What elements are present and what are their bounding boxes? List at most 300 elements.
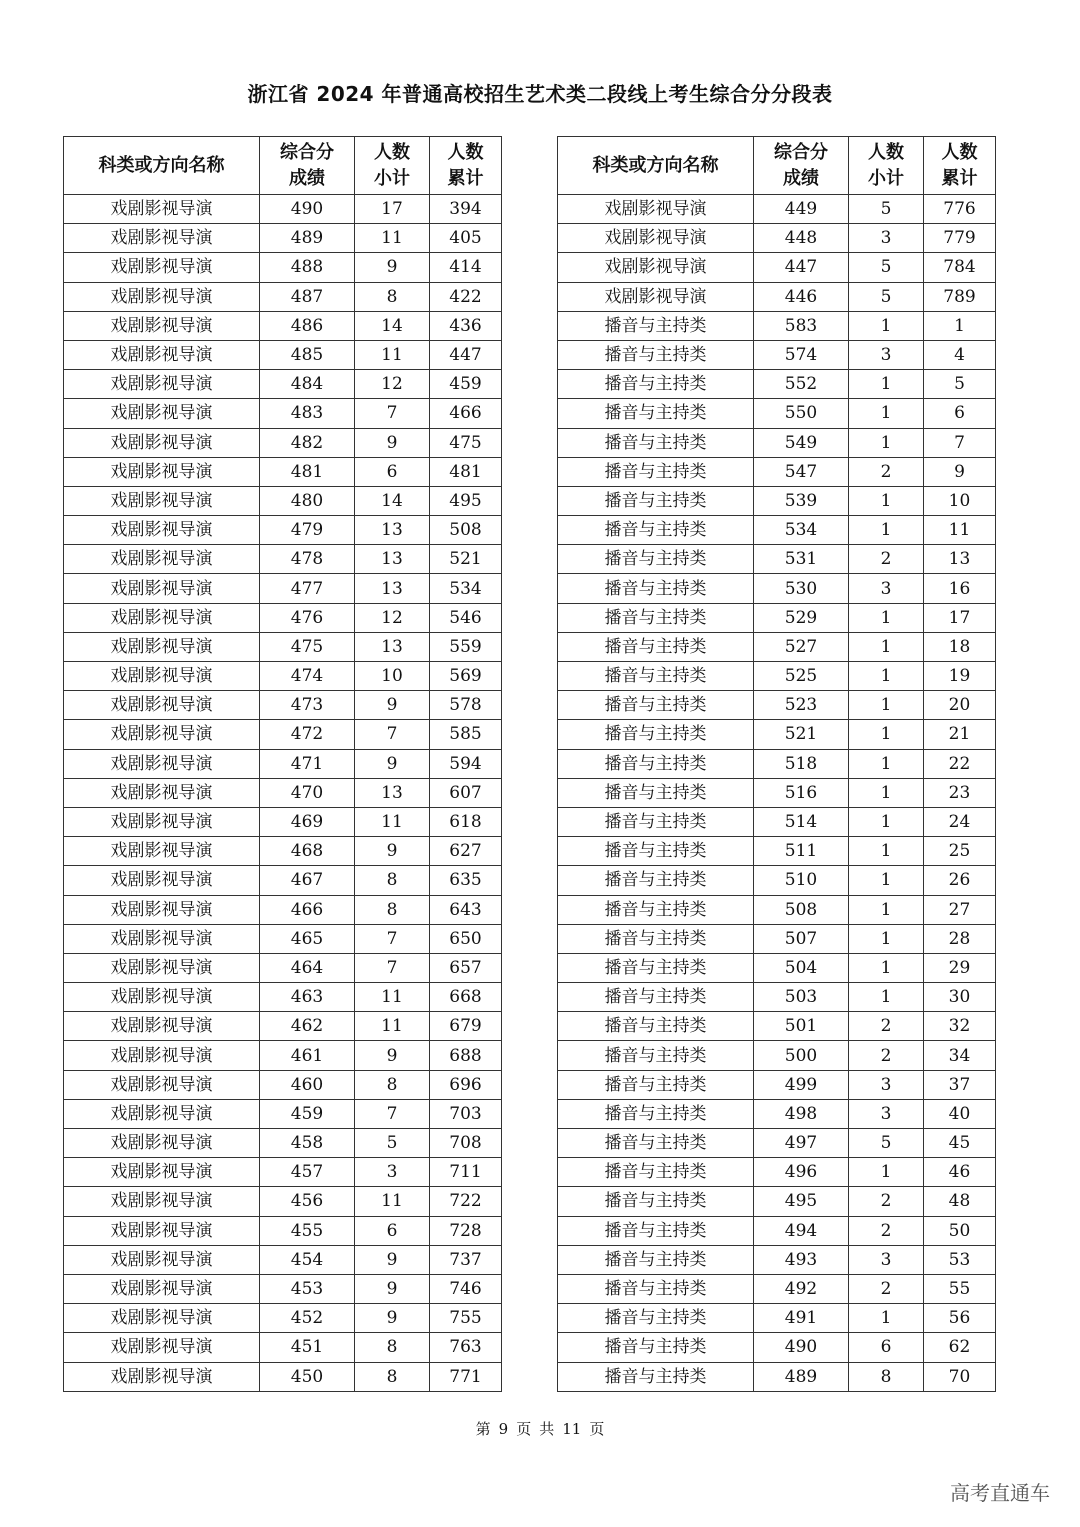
- cell-cumulative: 627: [430, 837, 502, 866]
- cell-category: 戏剧影视导演: [558, 253, 754, 282]
- cell-cumulative: 17: [924, 603, 996, 632]
- cell-score: 458: [260, 1129, 355, 1158]
- table-row: [64, 1070, 502, 1099]
- table-row: [558, 253, 996, 282]
- table-row: [64, 1129, 502, 1158]
- cell-category: 戏剧影视导演: [64, 1041, 260, 1070]
- cell-score: 501: [754, 1012, 849, 1041]
- cell-cumulative: 436: [430, 311, 502, 340]
- cell-category: 戏剧影视导演: [64, 282, 260, 311]
- cell-category: 戏剧影视导演: [64, 486, 260, 515]
- cell-count: 14: [355, 486, 430, 515]
- cell-score: 511: [754, 837, 849, 866]
- cell-category: 戏剧影视导演: [64, 311, 260, 340]
- table-row: [64, 457, 502, 486]
- cell-cumulative: 62: [924, 1333, 996, 1362]
- cell-count: 14: [355, 311, 430, 340]
- cell-score: 485: [260, 340, 355, 369]
- cell-score: 453: [260, 1274, 355, 1303]
- table-row: [558, 1158, 996, 1187]
- cell-category: 戏剧影视导演: [558, 224, 754, 253]
- cell-category: 播音与主持类: [558, 603, 754, 632]
- cell-cumulative: 16: [924, 574, 996, 603]
- cell-cumulative: 405: [430, 224, 502, 253]
- cell-category: 播音与主持类: [558, 662, 754, 691]
- cell-category: 戏剧影视导演: [64, 195, 260, 224]
- cell-category: 戏剧影视导演: [64, 1129, 260, 1158]
- header-count-line1: 人数: [868, 141, 904, 163]
- cell-score: 454: [260, 1245, 355, 1274]
- cell-cumulative: 696: [430, 1070, 502, 1099]
- cell-score: 457: [260, 1158, 355, 1187]
- cell-category: 播音与主持类: [558, 486, 754, 515]
- table-row: [64, 983, 502, 1012]
- table-row: [558, 603, 996, 632]
- cell-score: 447: [754, 253, 849, 282]
- cell-cumulative: 18: [924, 632, 996, 661]
- cell-category: 播音与主持类: [558, 895, 754, 924]
- cell-cumulative: 55: [924, 1274, 996, 1303]
- table-row: [64, 632, 502, 661]
- cell-category: 戏剧影视导演: [64, 340, 260, 369]
- cell-category: 播音与主持类: [558, 1362, 754, 1391]
- table-row: [558, 574, 996, 603]
- cell-count: 13: [355, 632, 430, 661]
- cell-cumulative: 618: [430, 807, 502, 836]
- cell-score: 449: [754, 195, 849, 224]
- cell-count: 2: [849, 545, 924, 574]
- cell-cumulative: 27: [924, 895, 996, 924]
- cell-category: 戏剧影视导演: [64, 924, 260, 953]
- header-cum-line1: 人数: [941, 141, 978, 163]
- footer-total-label: 共: [539, 1420, 555, 1438]
- footer-prefix: 第: [475, 1420, 491, 1438]
- cell-score: 518: [754, 749, 849, 778]
- cell-score: 500: [754, 1041, 849, 1070]
- cell-cumulative: 481: [430, 457, 502, 486]
- cell-score: 504: [754, 953, 849, 982]
- cell-count: 1: [849, 837, 924, 866]
- cell-score: 451: [260, 1333, 355, 1362]
- cell-score: 448: [754, 224, 849, 253]
- cell-cumulative: 475: [430, 428, 502, 457]
- cell-score: 552: [754, 370, 849, 399]
- cell-count: 13: [355, 516, 430, 545]
- cell-score: 476: [260, 603, 355, 632]
- cell-cumulative: 789: [924, 282, 996, 311]
- cell-score: 455: [260, 1216, 355, 1245]
- cell-score: 523: [754, 691, 849, 720]
- cell-score: 474: [260, 662, 355, 691]
- cell-category: 播音与主持类: [558, 574, 754, 603]
- table-row: [558, 749, 996, 778]
- cell-score: 452: [260, 1304, 355, 1333]
- header-count: [355, 137, 430, 195]
- cell-cumulative: 569: [430, 662, 502, 691]
- cell-count: 7: [355, 1099, 430, 1128]
- cell-category: 戏剧影视导演: [64, 457, 260, 486]
- cell-score: 510: [754, 866, 849, 895]
- table-header-row: [64, 137, 502, 195]
- cell-cumulative: 414: [430, 253, 502, 282]
- cell-score: 490: [754, 1333, 849, 1362]
- cell-cumulative: 32: [924, 1012, 996, 1041]
- cell-cumulative: 559: [430, 632, 502, 661]
- cell-category: 播音与主持类: [558, 1070, 754, 1099]
- cell-category: 戏剧影视导演: [64, 1333, 260, 1362]
- cell-count: 1: [849, 662, 924, 691]
- header-category: 科类或方向名称: [64, 137, 260, 195]
- cell-count: 1: [849, 807, 924, 836]
- cell-score: 446: [754, 282, 849, 311]
- cell-score: 477: [260, 574, 355, 603]
- cell-category: 戏剧影视导演: [64, 1187, 260, 1216]
- cell-cumulative: 70: [924, 1362, 996, 1391]
- cell-category: 戏剧影视导演: [64, 983, 260, 1012]
- table-row: [558, 866, 996, 895]
- table-row: [558, 778, 996, 807]
- table-row: [64, 895, 502, 924]
- header-category: 科类或方向名称: [558, 137, 754, 195]
- cell-cumulative: 495: [430, 486, 502, 515]
- cell-count: 1: [849, 691, 924, 720]
- cell-category: 播音与主持类: [558, 340, 754, 369]
- cell-score: 489: [260, 224, 355, 253]
- cell-category: 播音与主持类: [558, 1158, 754, 1187]
- table-row: [558, 1187, 996, 1216]
- table-row: [558, 370, 996, 399]
- cell-count: 13: [355, 545, 430, 574]
- cell-category: 戏剧影视导演: [64, 516, 260, 545]
- cell-score: 464: [260, 953, 355, 982]
- cell-score: 583: [754, 311, 849, 340]
- cell-score: 525: [754, 662, 849, 691]
- cell-count: 1: [849, 428, 924, 457]
- cell-count: 8: [355, 1070, 430, 1099]
- cell-cumulative: 779: [924, 224, 996, 253]
- table-row: [64, 574, 502, 603]
- cell-count: 3: [849, 340, 924, 369]
- cell-cumulative: 40: [924, 1099, 996, 1128]
- cell-category: 播音与主持类: [558, 632, 754, 661]
- cell-count: 2: [849, 1187, 924, 1216]
- cell-cumulative: 534: [430, 574, 502, 603]
- header-score-line2: 成绩: [289, 167, 325, 189]
- cell-count: 11: [355, 224, 430, 253]
- cell-category: 戏剧影视导演: [64, 632, 260, 661]
- table-row: [64, 282, 502, 311]
- cell-category: 戏剧影视导演: [64, 545, 260, 574]
- cell-count: 3: [849, 1099, 924, 1128]
- cell-category: 播音与主持类: [558, 691, 754, 720]
- cell-score: 507: [754, 924, 849, 953]
- cell-cumulative: 668: [430, 983, 502, 1012]
- cell-cumulative: 23: [924, 778, 996, 807]
- table-row: [64, 195, 502, 224]
- cell-count: 2: [849, 1274, 924, 1303]
- cell-category: 播音与主持类: [558, 1012, 754, 1041]
- cell-count: 1: [849, 311, 924, 340]
- cell-score: 503: [754, 983, 849, 1012]
- cell-score: 539: [754, 486, 849, 515]
- cell-cumulative: 607: [430, 778, 502, 807]
- cell-cumulative: 635: [430, 866, 502, 895]
- cell-count: 1: [849, 1158, 924, 1187]
- cell-score: 459: [260, 1099, 355, 1128]
- table-row: [64, 691, 502, 720]
- table-row: [64, 778, 502, 807]
- cell-score: 489: [754, 1362, 849, 1391]
- cell-count: 9: [355, 749, 430, 778]
- table-row: [64, 340, 502, 369]
- cell-cumulative: 722: [430, 1187, 502, 1216]
- cell-cumulative: 422: [430, 282, 502, 311]
- cell-category: 播音与主持类: [558, 953, 754, 982]
- cell-score: 480: [260, 486, 355, 515]
- cell-count: 9: [355, 1274, 430, 1303]
- cell-score: 527: [754, 632, 849, 661]
- cell-cumulative: 466: [430, 399, 502, 428]
- table-row: [558, 632, 996, 661]
- cell-category: 播音与主持类: [558, 1216, 754, 1245]
- cell-count: 6: [355, 1216, 430, 1245]
- table-row: [558, 924, 996, 953]
- cell-count: 9: [355, 837, 430, 866]
- table-row: [64, 749, 502, 778]
- table-row: [64, 1333, 502, 1362]
- cell-score: 461: [260, 1041, 355, 1070]
- cell-count: 8: [355, 895, 430, 924]
- table-row: [64, 603, 502, 632]
- table-row: [558, 282, 996, 311]
- table-row: [64, 486, 502, 515]
- cell-cumulative: 7: [924, 428, 996, 457]
- right-table-body: [558, 195, 996, 1392]
- cell-cumulative: 1: [924, 311, 996, 340]
- table-row: [558, 1362, 996, 1391]
- cell-category: 播音与主持类: [558, 1274, 754, 1303]
- table-row: [558, 1245, 996, 1274]
- table-row: [558, 953, 996, 982]
- cell-score: 508: [754, 895, 849, 924]
- cell-score: 467: [260, 866, 355, 895]
- table-row: [558, 720, 996, 749]
- cell-cumulative: 657: [430, 953, 502, 982]
- cell-score: 470: [260, 778, 355, 807]
- cell-cumulative: 56: [924, 1304, 996, 1333]
- cell-category: 戏剧影视导演: [64, 1012, 260, 1041]
- cell-count: 7: [355, 399, 430, 428]
- cell-count: 10: [355, 662, 430, 691]
- table-row: [558, 399, 996, 428]
- cell-count: 3: [849, 1245, 924, 1274]
- cell-category: 播音与主持类: [558, 1099, 754, 1128]
- cell-category: 播音与主持类: [558, 311, 754, 340]
- cell-cumulative: 708: [430, 1129, 502, 1158]
- cell-category: 播音与主持类: [558, 457, 754, 486]
- cell-count: 1: [849, 866, 924, 895]
- table-header-row: [558, 137, 996, 195]
- cell-category: 戏剧影视导演: [64, 1099, 260, 1128]
- cell-score: 521: [754, 720, 849, 749]
- header-cum-line2: 累计: [941, 167, 978, 189]
- cell-cumulative: 46: [924, 1158, 996, 1187]
- cell-category: 戏剧影视导演: [64, 837, 260, 866]
- header-score: [754, 137, 849, 195]
- cell-category: 戏剧影视导演: [64, 720, 260, 749]
- cell-score: 472: [260, 720, 355, 749]
- cell-category: 戏剧影视导演: [64, 662, 260, 691]
- cell-cumulative: 755: [430, 1304, 502, 1333]
- cell-score: 574: [754, 340, 849, 369]
- header-count: [849, 137, 924, 195]
- page-footer: [0, 1418, 1080, 1439]
- cell-score: 469: [260, 807, 355, 836]
- header-cum-line2: 累计: [447, 167, 484, 189]
- cell-score: 530: [754, 574, 849, 603]
- left-table-body: [64, 195, 502, 1392]
- table-row: [558, 837, 996, 866]
- cell-count: 13: [355, 778, 430, 807]
- cell-cumulative: 53: [924, 1245, 996, 1274]
- score-table-left: [63, 136, 502, 1392]
- cell-cumulative: 6: [924, 399, 996, 428]
- cell-cumulative: 578: [430, 691, 502, 720]
- footer-suffix: 页: [589, 1420, 605, 1438]
- table-row: [558, 311, 996, 340]
- cell-cumulative: 22: [924, 749, 996, 778]
- table-row: [558, 1041, 996, 1070]
- cell-count: 1: [849, 486, 924, 515]
- cell-score: 514: [754, 807, 849, 836]
- cell-count: 5: [849, 195, 924, 224]
- table-row: [558, 662, 996, 691]
- cell-count: 5: [355, 1129, 430, 1158]
- cell-score: 466: [260, 895, 355, 924]
- cell-cumulative: 45: [924, 1129, 996, 1158]
- cell-category: 播音与主持类: [558, 1333, 754, 1362]
- cell-cumulative: 763: [430, 1333, 502, 1362]
- cell-score: 549: [754, 428, 849, 457]
- cell-count: 11: [355, 1012, 430, 1041]
- header-cumulative: [430, 137, 502, 195]
- cell-count: 1: [849, 983, 924, 1012]
- cell-score: 492: [754, 1274, 849, 1303]
- cell-category: 播音与主持类: [558, 924, 754, 953]
- cell-score: 463: [260, 983, 355, 1012]
- cell-cumulative: 728: [430, 1216, 502, 1245]
- cell-cumulative: 703: [430, 1099, 502, 1128]
- table-row: [558, 807, 996, 836]
- table-row: [64, 720, 502, 749]
- cell-score: 497: [754, 1129, 849, 1158]
- cell-category: 戏剧影视导演: [64, 749, 260, 778]
- cell-category: 戏剧影视导演: [64, 1070, 260, 1099]
- cell-score: 490: [260, 195, 355, 224]
- cell-cumulative: 711: [430, 1158, 502, 1187]
- cell-cumulative: 24: [924, 807, 996, 836]
- cell-category: 戏剧影视导演: [64, 428, 260, 457]
- cell-score: 479: [260, 516, 355, 545]
- table-row: [64, 224, 502, 253]
- cell-cumulative: 746: [430, 1274, 502, 1303]
- table-row: [64, 1187, 502, 1216]
- footer-total-pages: 11: [562, 1420, 582, 1438]
- cell-count: 9: [355, 1245, 430, 1274]
- table-row: [64, 428, 502, 457]
- table-row: [558, 691, 996, 720]
- cell-count: 1: [849, 895, 924, 924]
- table-row: [558, 516, 996, 545]
- cell-score: 487: [260, 282, 355, 311]
- table-row: [558, 983, 996, 1012]
- table-row: [558, 457, 996, 486]
- cell-score: 531: [754, 545, 849, 574]
- header-count-line2: 小计: [868, 167, 904, 189]
- cell-count: 1: [849, 749, 924, 778]
- cell-score: 460: [260, 1070, 355, 1099]
- cell-count: 11: [355, 807, 430, 836]
- cell-count: 1: [849, 370, 924, 399]
- cell-category: 播音与主持类: [558, 1245, 754, 1274]
- cell-score: 534: [754, 516, 849, 545]
- cell-count: 1: [849, 632, 924, 661]
- cell-category: 戏剧影视导演: [64, 1274, 260, 1303]
- cell-count: 11: [355, 340, 430, 369]
- footer-page-label: 页: [516, 1420, 532, 1438]
- cell-count: 8: [355, 1362, 430, 1391]
- cell-category: 戏剧影视导演: [558, 195, 754, 224]
- cell-score: 462: [260, 1012, 355, 1041]
- cell-cumulative: 459: [430, 370, 502, 399]
- cell-cumulative: 20: [924, 691, 996, 720]
- cell-count: 5: [849, 1129, 924, 1158]
- cell-score: 516: [754, 778, 849, 807]
- cell-score: 495: [754, 1187, 849, 1216]
- cell-category: 播音与主持类: [558, 749, 754, 778]
- table-row: [558, 428, 996, 457]
- table-row: [64, 1216, 502, 1245]
- cell-cumulative: 25: [924, 837, 996, 866]
- cell-score: 481: [260, 457, 355, 486]
- cell-category: 戏剧影视导演: [64, 399, 260, 428]
- cell-category: 戏剧影视导演: [64, 953, 260, 982]
- header-cumulative: [924, 137, 996, 195]
- cell-category: 播音与主持类: [558, 983, 754, 1012]
- cell-count: 3: [849, 224, 924, 253]
- cell-cumulative: 34: [924, 1041, 996, 1070]
- table-row: [558, 1012, 996, 1041]
- table-row: [64, 866, 502, 895]
- cell-count: 2: [849, 1012, 924, 1041]
- cell-category: 播音与主持类: [558, 778, 754, 807]
- cell-score: 498: [754, 1099, 849, 1128]
- cell-category: 播音与主持类: [558, 866, 754, 895]
- table-row: [64, 1012, 502, 1041]
- cell-category: 播音与主持类: [558, 1304, 754, 1333]
- cell-category: 播音与主持类: [558, 428, 754, 457]
- cell-score: 468: [260, 837, 355, 866]
- table-row: [558, 195, 996, 224]
- cell-category: 播音与主持类: [558, 545, 754, 574]
- cell-cumulative: 776: [924, 195, 996, 224]
- cell-score: 478: [260, 545, 355, 574]
- table-row: [64, 1158, 502, 1187]
- cell-cumulative: 37: [924, 1070, 996, 1099]
- cell-category: 播音与主持类: [558, 837, 754, 866]
- cell-cumulative: 688: [430, 1041, 502, 1070]
- cell-score: 475: [260, 632, 355, 661]
